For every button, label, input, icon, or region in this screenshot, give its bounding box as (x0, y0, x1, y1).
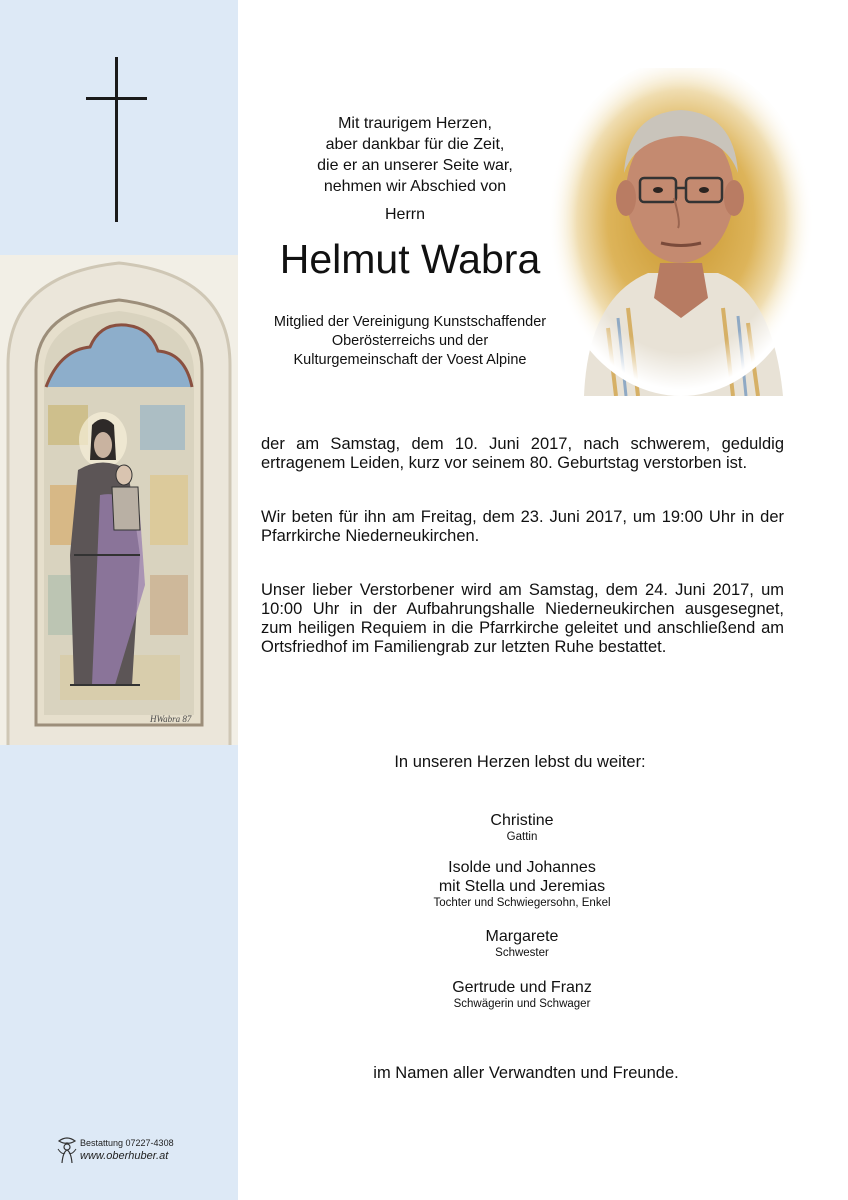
deceased-name: Helmut Wabra (279, 236, 541, 282)
membership-text (250, 313, 570, 370)
membership-line: Oberösterreichs und der (331, 333, 489, 349)
family-entry (372, 978, 672, 1011)
intro-line: Mit traurigem Herzen, (338, 115, 492, 132)
membership-line: Mitglied der Vereinigung Kunstschaffender (273, 314, 547, 330)
angel-icon (56, 1135, 78, 1165)
death-notice-paragraph: der am Samstag, dem 10. Juni 2017, nach schwerem, geduldig ertragenem Leiden, kurz vor seinem 80. Geburtstag verstorben ist. (261, 435, 784, 472)
madonna-painting (0, 255, 238, 745)
closing-line: im Namen aller Verwandten und Freunde. (373, 1064, 679, 1082)
hearts-line: In unseren Herzen lebst du weiter: (394, 753, 646, 771)
family-entry (372, 858, 672, 910)
intro-text (250, 113, 580, 197)
family-names: Gertrude und Franz (452, 979, 592, 996)
salutation: Herrn (384, 206, 425, 223)
family-relation: Gattin (506, 831, 538, 843)
family-relation: Tochter und Schwiegersohn, Enkel (433, 897, 611, 909)
intro-line: aber dankbar für die Zeit, (325, 136, 505, 153)
footer-phone: Bestattung 07227-4308 (80, 1138, 174, 1148)
cross-icon (115, 57, 118, 222)
funeral-paragraph: Unser lieber Verstorbener wird am Samstag, dem 24. Juni 2017, um 10:00 Uhr in der Aufbahrungshalle Niederneukirchen ausgesegnet, zum heiligen Requiem in die Pfarrkirche geleitet und anschließend am Ortsfriedhof im Familiengrab zur letzten Ruhe bestattet. (261, 581, 784, 656)
intro-line: nehmen wir Abschied von (323, 178, 507, 195)
family-names: Christine (490, 812, 554, 829)
painting-signature: HWabra 87 (150, 714, 192, 724)
family-names: mit Stella und Jeremias (438, 878, 606, 895)
membership-line: Kulturgemeinschaft der Voest Alpine (293, 352, 527, 368)
family-relation: Schwester (495, 947, 549, 959)
family-names: Isolde und Johannes (448, 859, 596, 876)
family-entry (372, 927, 672, 960)
prayer-paragraph: Wir beten für ihn am Freitag, dem 23. Juni 2017, um 19:00 Uhr in der Pfarrkirche Niederneukirchen. (261, 508, 784, 545)
family-names: Margarete (485, 928, 559, 945)
family-entry (372, 811, 672, 844)
funeral-home-logo[interactable] (56, 1135, 186, 1167)
portrait-photo (548, 68, 814, 396)
cross-icon-bar (86, 97, 147, 100)
intro-line: die er an unserer Seite war, (317, 157, 513, 174)
footer-website[interactable]: www.oberhuber.at (80, 1150, 169, 1162)
family-relation: Schwägerin und Schwager (453, 998, 591, 1010)
